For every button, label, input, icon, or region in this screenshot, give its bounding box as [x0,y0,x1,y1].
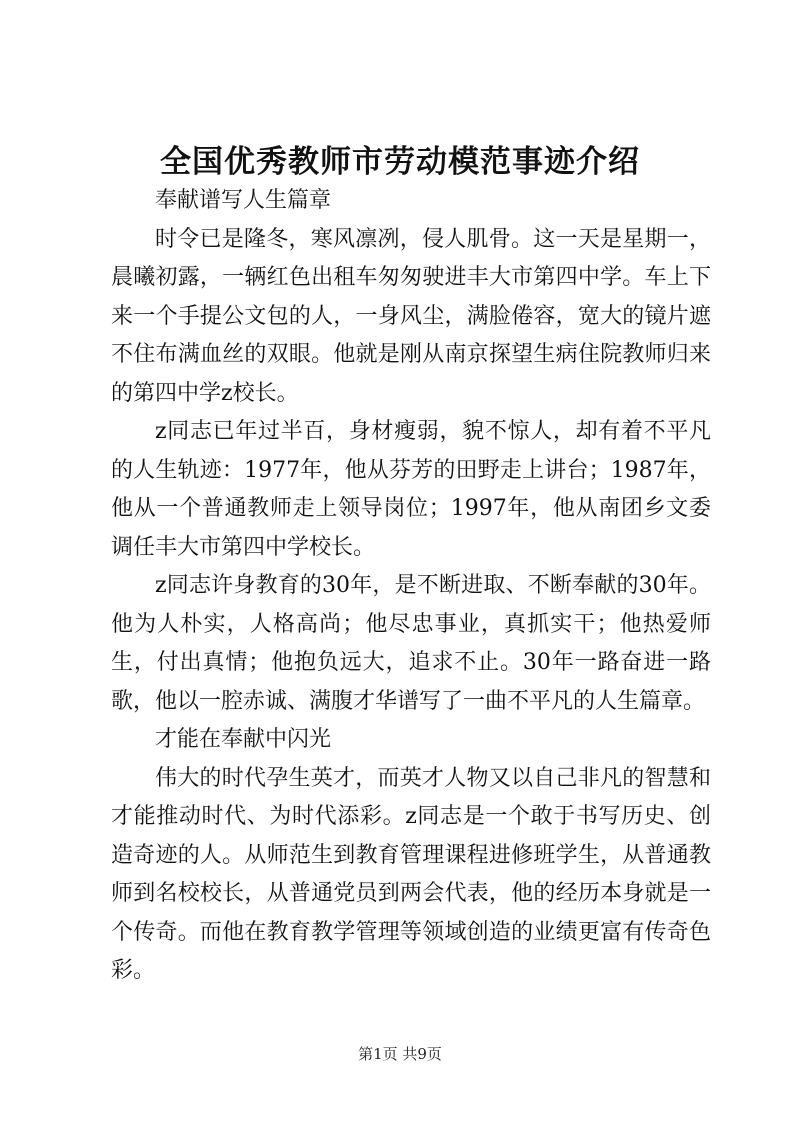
section-heading: 奉献谱写人生篇章 [155,188,332,213]
page-number: 第1页 共9页 [358,1045,442,1063]
document-body [111,182,711,991]
paragraph: z同志许身教育的30年，是不断进取、不断奉献的30年。他为人朴实，人格高尚；他尽忠事业，真抓实干；他热爱师生，付出真情；他抱负远大，追求不止。30年一路奋进一路歌，他以一腔赤诚、满腹才华谱写了一曲不平凡的人生篇章。 [111,573,711,714]
section-heading: 才能在奉献中闪光 [155,727,332,752]
paragraph: 时令已是隆冬，寒风凛冽，侵人肌骨。这一天是星期一，晨曦初露，一辆红色出租车匆匆驶进丰大市第四中学。车上下来一个手提公文包的人，一身风尘，满脸倦容，宽大的镜片遮不住布满血丝的双眼。他就是刚从南京探望生病住院教师归来的第四中学z校长。 [111,226,711,406]
paragraph: z同志已年过半百，身材瘦弱，貌不惊人，却有着不平凡的人生轨迹：1977年，他从芬芳的田野走上讲台；1987年，他从一个普通教师走上领导岗位；1997年，他从南团乡文委调任丰大市第四中学校长。 [111,419,711,560]
page-title: 全国优秀教师市劳动模范事迹介绍 [160,144,640,180]
paragraph: 伟大的时代孕生英才，而英才人物又以自己非凡的智慧和才能推动时代、为时代添彩。z同志是一个敢于书写历史、创造奇迹的人。从师范生到教育管理课程进修班学生，从普通教师到名校校长，从普通党员到两会代表，他的经历本身就是一个传奇。而他在教育教学管理等领域创造的业绩更富有传奇色彩。 [111,765,711,983]
